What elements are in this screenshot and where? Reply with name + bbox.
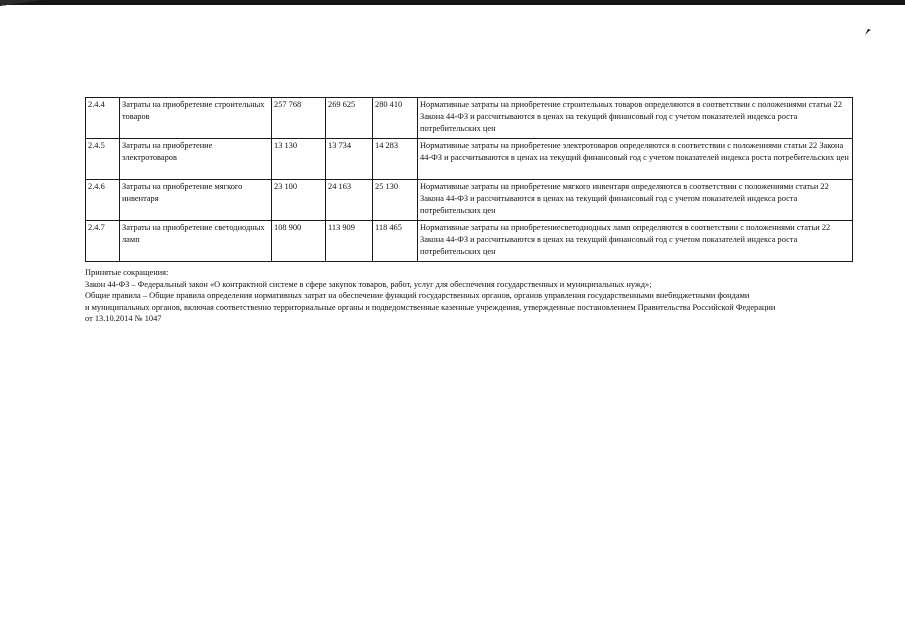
row-value-2: 269 625 bbox=[326, 98, 373, 139]
row-value-2: 24 163 bbox=[326, 180, 373, 221]
row-value-1: 108 900 bbox=[272, 221, 326, 262]
row-value-3: 14 283 bbox=[373, 139, 418, 180]
row-name: Затраты на приобретение строительных товаров bbox=[120, 98, 272, 139]
row-description: Нормативные затраты на приобретение электротоваров определяются в соответствии с положениями статьи 22 Закона 44-ФЗ и рассчитываются в ценах на текущий финансовый год с учетом показателей индекса роста потребительских цен bbox=[418, 139, 853, 180]
row-name: Затраты на приобретение светодиодных ламп bbox=[120, 221, 272, 262]
row-description: Нормативные затраты на приобретение мягкого инвентаря определяются в соответствии с положениями статьи 22 Закона 44-ФЗ и рассчитываются в ценах на текущий финансовый год с учетом показателей индекса роста потребительских цен bbox=[418, 180, 853, 221]
table-row bbox=[86, 98, 853, 139]
costs-table bbox=[85, 97, 853, 262]
scan-mark-icon bbox=[864, 28, 872, 36]
row-description: Нормативные затраты на приобретение строительных товаров определяются в соответствии с положениями статьи 22 Закона 44-ФЗ и рассчитываются в ценах на текущий финансовый год с учетом показателей индекса роста потребительских цен bbox=[418, 98, 853, 139]
row-value-1: 13 130 bbox=[272, 139, 326, 180]
row-value-3: 118 465 bbox=[373, 221, 418, 262]
row-code: 2.4.4 bbox=[86, 98, 120, 139]
notes-heading: Принятые сокращения: bbox=[85, 268, 169, 277]
scan-corner-shadow bbox=[0, 0, 300, 34]
note-rules-line-3: от 13.10.2014 № 1047 bbox=[85, 314, 162, 324]
row-value-2: 13 734 bbox=[326, 139, 373, 180]
row-value-1: 23 100 bbox=[272, 180, 326, 221]
row-code: 2.4.7 bbox=[86, 221, 120, 262]
abbreviations-notes bbox=[85, 267, 855, 325]
row-value-2: 113 909 bbox=[326, 221, 373, 262]
note-rules-line-2: и муниципальных органов, включая соответственно территориальные органы и подведомственные казенные учреждения, утвержденные постановлением Правительства Российской Федерации bbox=[85, 302, 776, 312]
row-value-3: 280 410 bbox=[373, 98, 418, 139]
note-rules-line-1: Общие правила – Общие правила определения нормативных затрат на обеспечение функций государственных органов, органов управления государственными внебюджетными фондами bbox=[85, 291, 750, 301]
row-code: 2.4.6 bbox=[86, 180, 120, 221]
row-name: Затраты на приобретение электротоваров bbox=[120, 139, 272, 180]
row-value-1: 257 768 bbox=[272, 98, 326, 139]
row-code: 2.4.5 bbox=[86, 139, 120, 180]
row-name: Затраты на приобретение мягкого инвентаря bbox=[120, 180, 272, 221]
note-law: Закон 44-ФЗ – Федеральный закон «О контрактной системе в сфере закупок товаров, работ, услуг для обеспечения государственных и муниципальных нужд»; bbox=[85, 279, 652, 289]
row-description: Нормативные затраты на приобретениесветодиодных ламп определяются в соответствии с положениями статьи 22 Закона 44-ФЗ и рассчитываются в ценах на текущий финансовый год с учетом показателей индекса роста потребительских цен bbox=[418, 221, 853, 262]
table-row bbox=[86, 221, 853, 262]
table-row bbox=[86, 180, 853, 221]
table-row bbox=[86, 139, 853, 180]
row-value-3: 25 130 bbox=[373, 180, 418, 221]
